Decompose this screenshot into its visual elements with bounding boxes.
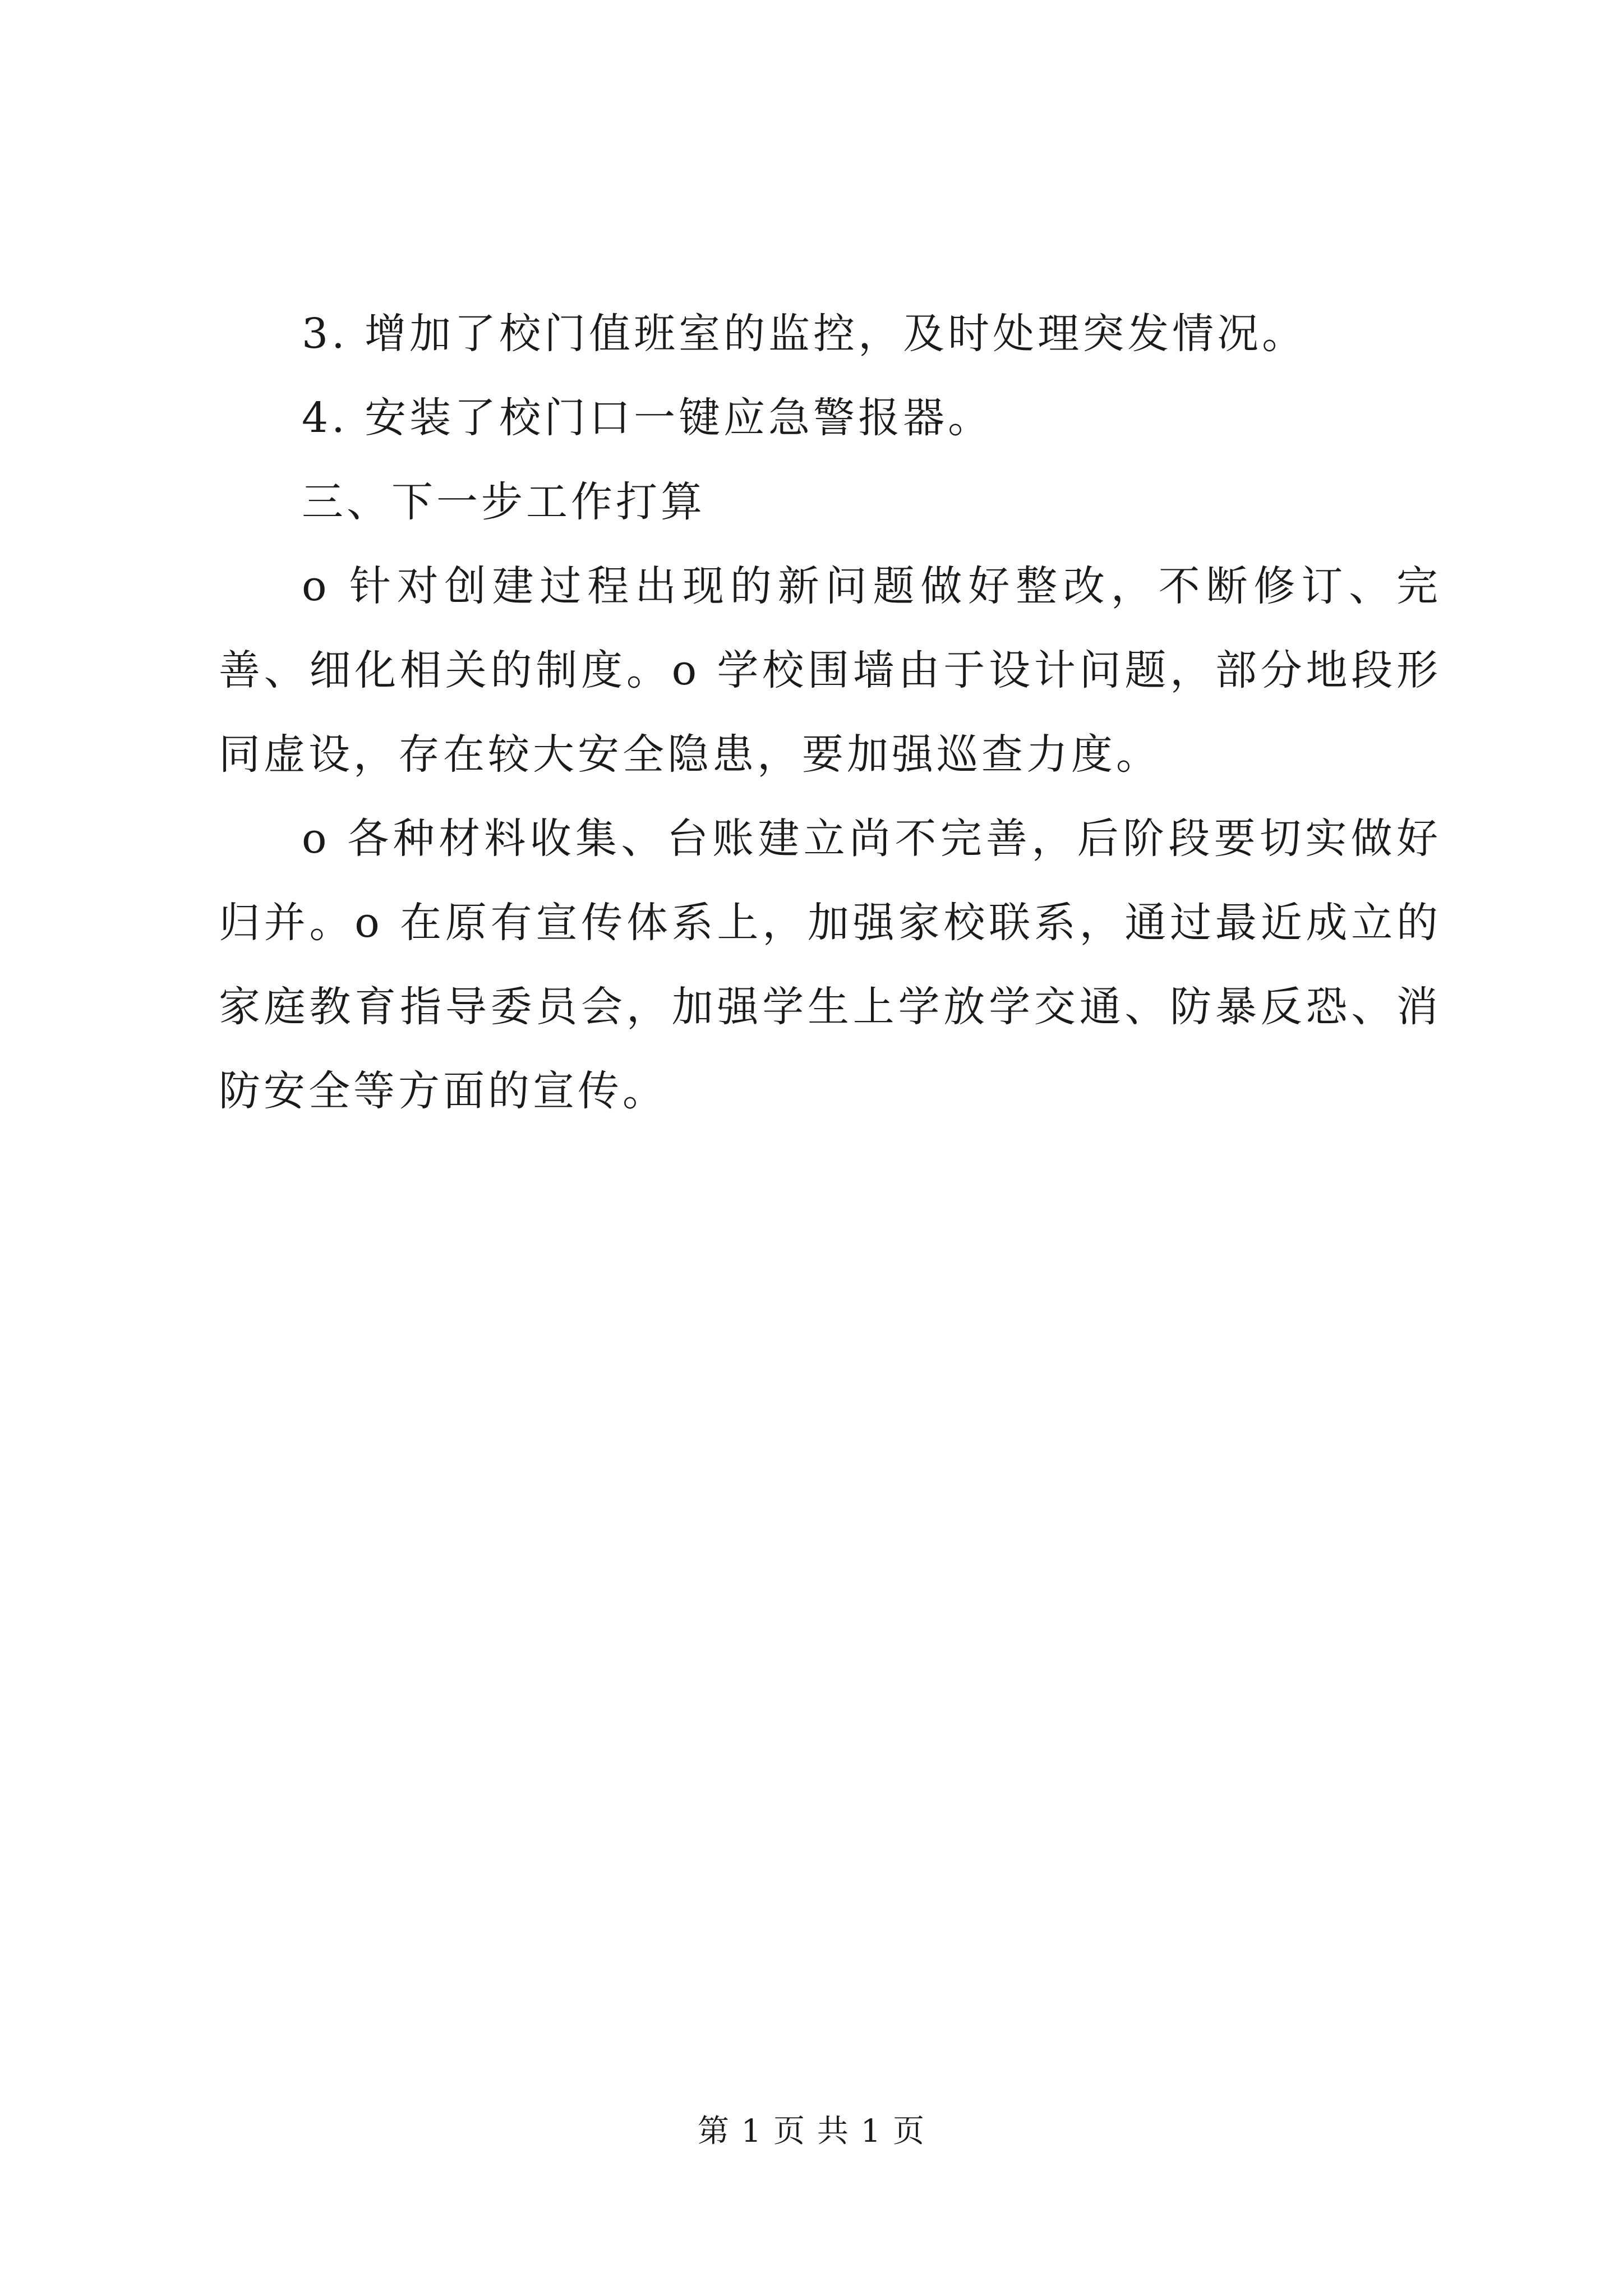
document-body	[219, 292, 1441, 1133]
paragraph-next-steps-1: o 针对创建过程出现的新问题做好整改，不断修订、完善、细化相关的制度。o 学校围墙由于设计问题，部分地段形同虚设，存在较大安全隐患，要加强巡查力度。	[219, 562, 1441, 779]
paragraph-item-4: 4. 安装了校门口一键应急警报器。	[302, 394, 993, 442]
section-heading-next-steps: 三、下一步工作打算	[302, 478, 706, 526]
page-footer: 第 1 页 共 1 页	[697, 2113, 926, 2150]
paragraph-item-3: 3. 增加了校门值班室的监控，及时处理突发情况。	[302, 310, 1307, 358]
paragraph-next-steps-2: o 各种材料收集、台账建立尚不完善，后阶段要切实做好归并。o 在原有宣传体系上，加强家校联系，通过最近成立的家庭教育指导委员会，加强学生上学放学交通、防暴反恐、消防安全等方面的宣传。	[219, 815, 1441, 1115]
